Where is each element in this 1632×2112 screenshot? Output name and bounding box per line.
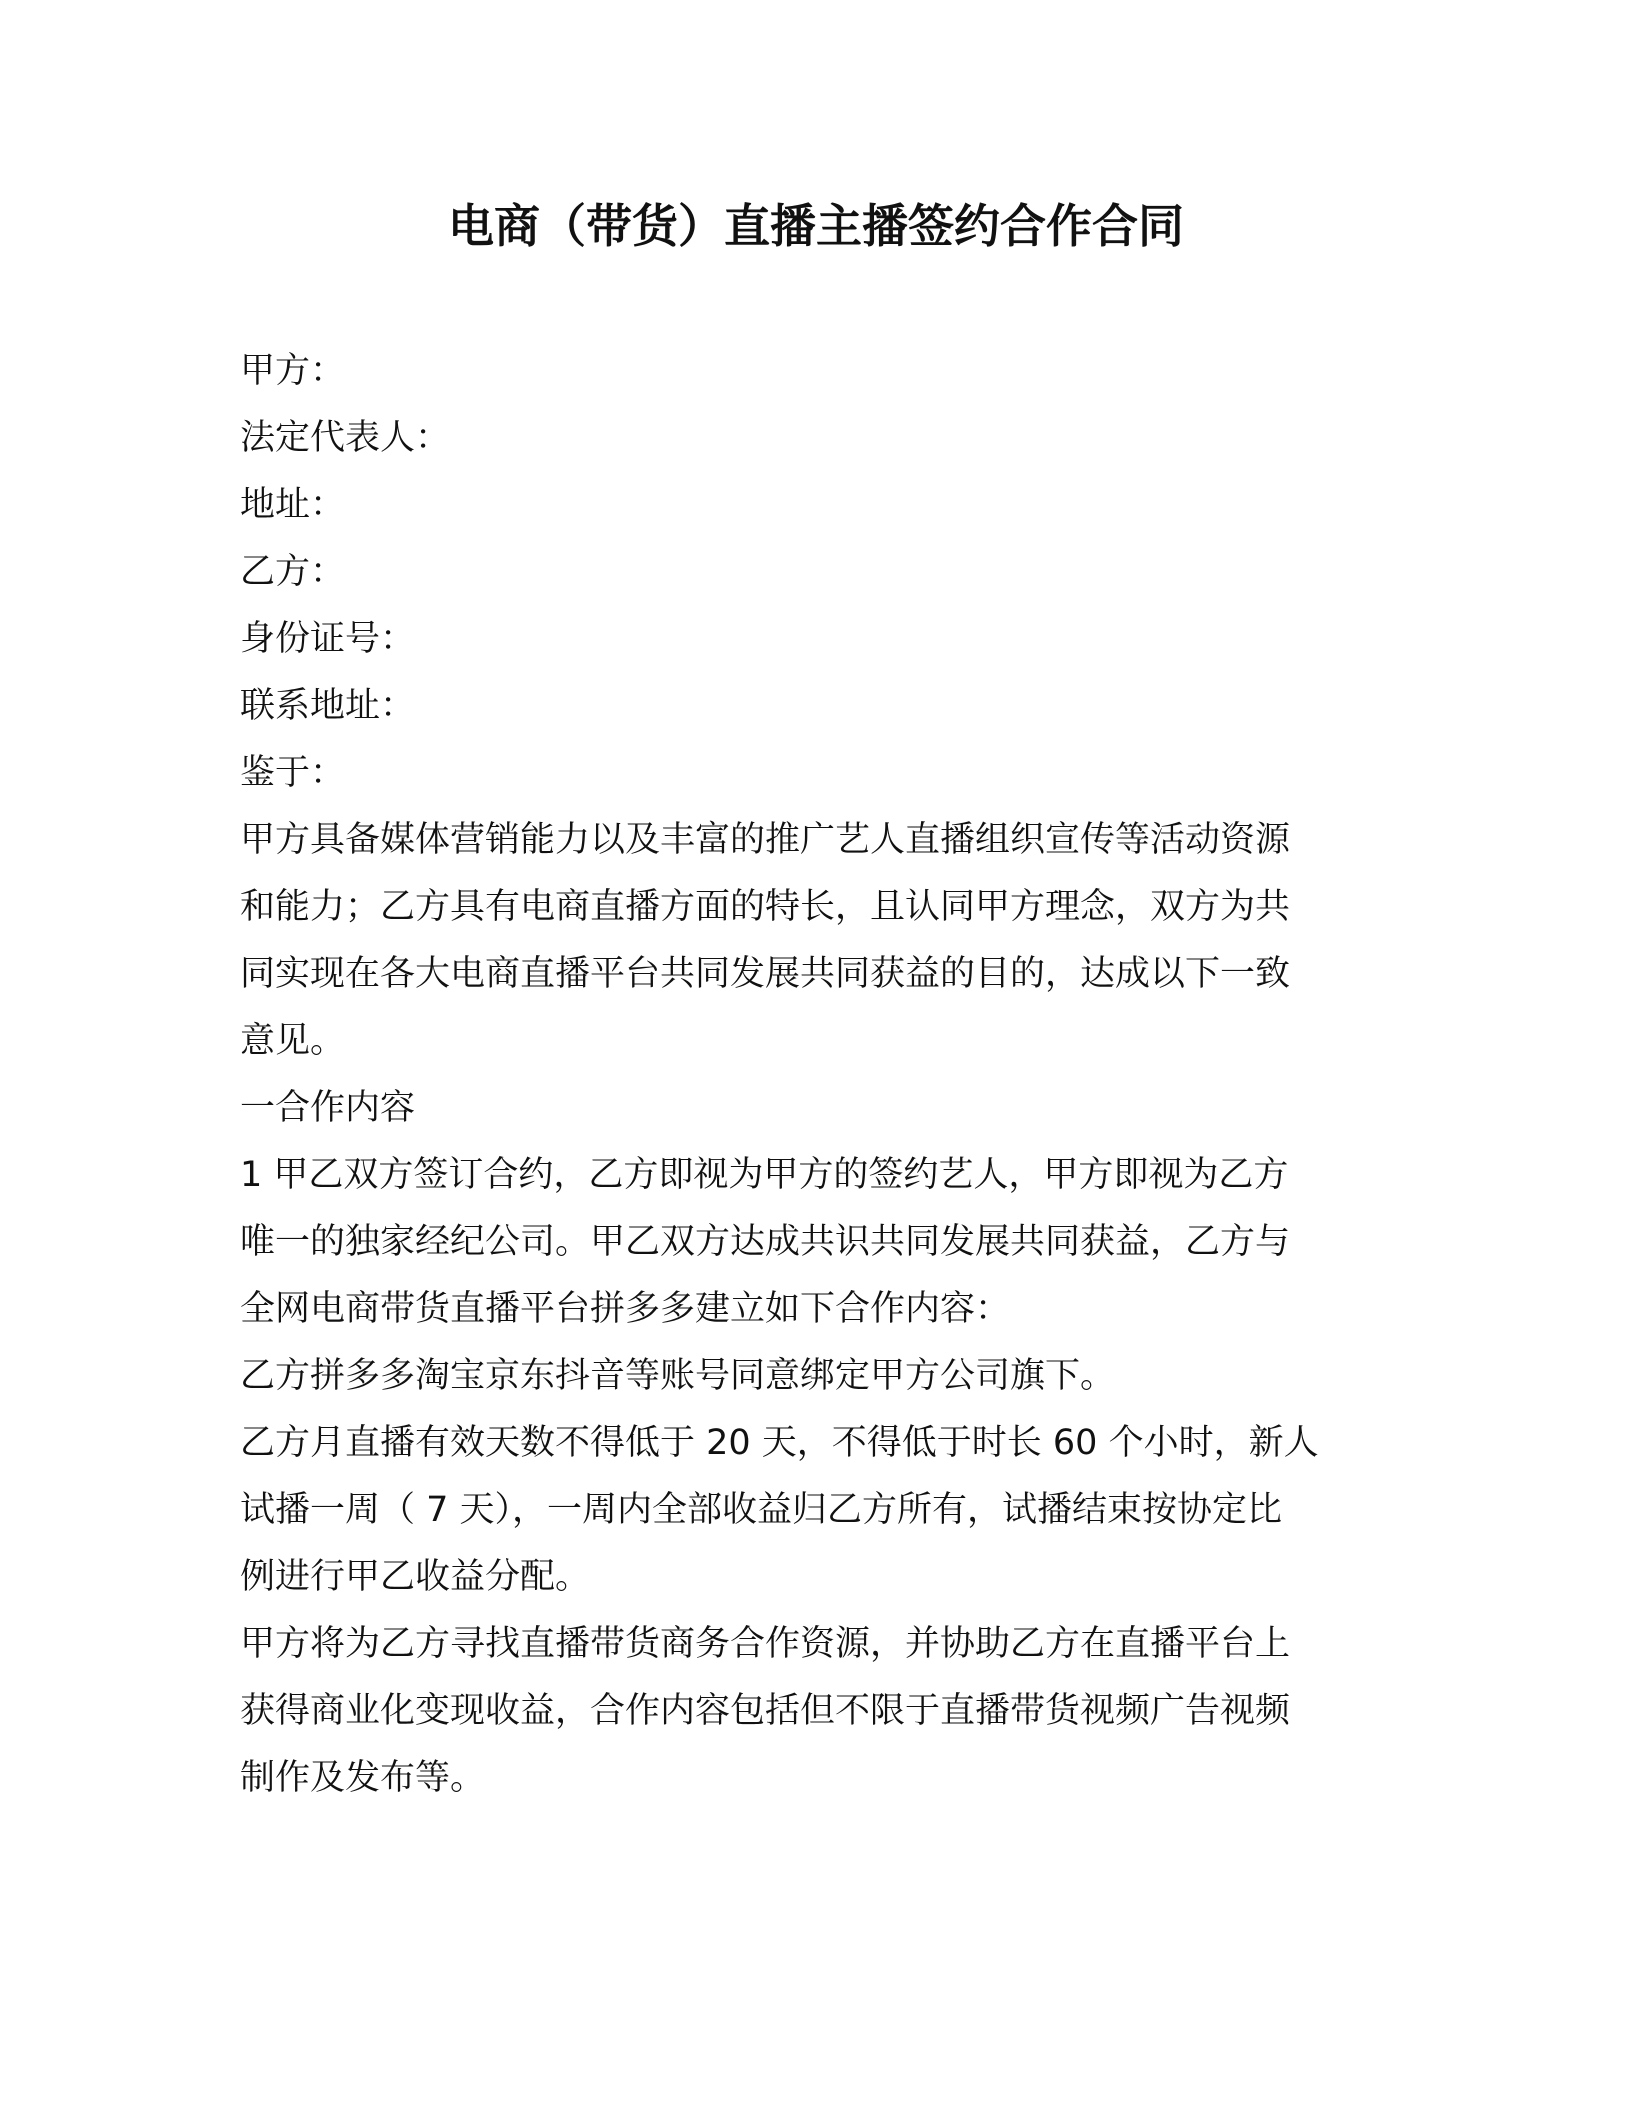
- paragraph-line: 乙方拼多多淘宝京东抖音等账号同意绑定甲方公司旗下。: [240, 1356, 1116, 1396]
- section-heading: 一合作内容: [240, 1088, 416, 1128]
- paragraph-line: 和能力；乙方具有电商直播方面的特长，且认同甲方理念，双方为共: [240, 887, 1291, 927]
- paragraph-line: 1 甲乙双方签订合约，乙方即视为甲方的签约艺人，甲方即视为乙方: [240, 1155, 1289, 1195]
- party-a-line: 甲方：: [240, 351, 346, 391]
- paragraph-line: 试播一周（ 7 天），一周内全部收益归乙方所有，试播结束按协定比: [240, 1490, 1283, 1530]
- paragraph-line: 甲方具备媒体营销能力以及丰富的推广艺人直播组织宣传等活动资源: [240, 820, 1291, 860]
- party-b-line: 乙方：: [240, 552, 346, 592]
- document-title: 电商（带货）直播主播签约合作合同: [448, 199, 1184, 253]
- paragraph-line: 唯一的独家经纪公司。甲乙双方达成共识共同发展共同获益，乙方与: [240, 1222, 1291, 1262]
- paragraph-line: 乙方月直播有效天数不得低于 20 天，不得低于时长 60 个小时，新人: [240, 1423, 1319, 1463]
- paragraph-line: 全网电商带货直播平台拼多多建立如下合作内容：: [240, 1289, 1011, 1329]
- whereas-line: 鉴于：: [240, 753, 346, 793]
- document-body: [240, 338, 1390, 1812]
- paragraph-line: 同实现在各大电商直播平台共同发展共同获益的目的，达成以下一致: [240, 954, 1291, 994]
- paragraph-line: 意见。: [240, 1021, 346, 1061]
- paragraph-line: 获得商业化变现收益，合作内容包括但不限于直播带货视频广告视频: [240, 1691, 1291, 1731]
- contact-address-line: 联系地址：: [240, 686, 416, 726]
- id-number-line: 身份证号：: [240, 619, 416, 659]
- paragraph-line: 制作及发布等。: [240, 1758, 486, 1798]
- paragraph-line: 例进行甲乙收益分配。: [240, 1557, 591, 1597]
- legal-representative-line: 法定代表人：: [240, 418, 451, 458]
- address-line: 地址：: [240, 485, 346, 525]
- paragraph-line: 甲方将为乙方寻找直播带货商务合作资源，并协助乙方在直播平台上: [240, 1624, 1291, 1664]
